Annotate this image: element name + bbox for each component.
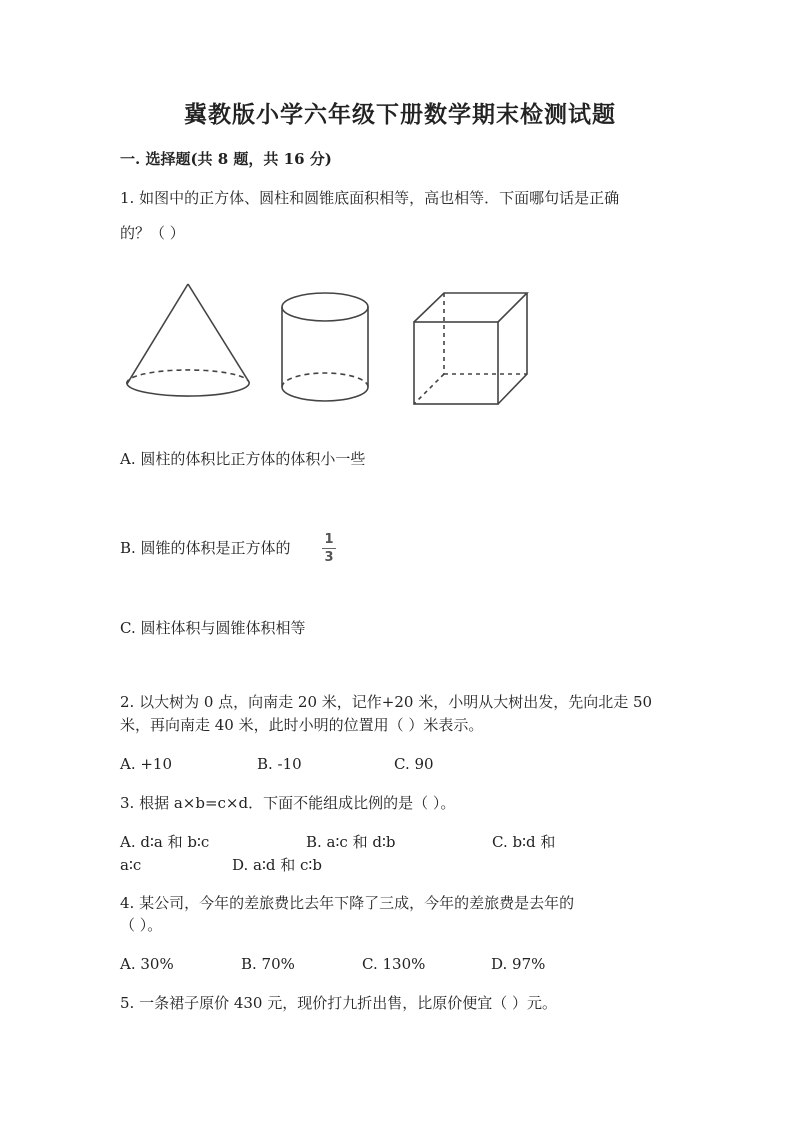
section-heading: 一. 选择题(共 8 题，共 16 分) — [120, 150, 332, 168]
question-2-option-c: C. 90 — [394, 755, 434, 773]
question-2-text-line2: 米，再向南走 40 米，此时小明的位置用（ ）米表示。 — [120, 716, 484, 734]
fraction-denominator: 3 — [324, 550, 334, 565]
question-4-option-c: C. 130% — [362, 955, 426, 973]
question-3-option-b: B. a∶c 和 d∶b — [306, 833, 396, 851]
question-2-option-a: A. +10 — [120, 755, 173, 773]
question-2-option-b: B. -10 — [257, 755, 302, 773]
question-1-option-b: B. 圆锥的体积是正方体的 — [120, 539, 291, 557]
question-4-option-b: B. 70% — [241, 955, 295, 973]
page-title: 冀教版小学六年级下册数学期末检测试题 — [184, 101, 616, 128]
question-4-text-line2: （ ）。 — [120, 916, 163, 934]
cylinder-figure — [282, 293, 368, 401]
cone-figure — [127, 284, 249, 396]
fraction-one-third — [322, 532, 336, 565]
fraction-bar — [322, 548, 336, 549]
question-3-option-c-cont: a∶c — [120, 856, 142, 874]
question-4-text-line1: 4. 某公司，今年的差旅费比去年下降了三成，今年的差旅费是去年的 — [120, 894, 575, 912]
cube-figure — [414, 293, 527, 404]
question-3-text: 3. 根据 a×b=c×d．下面不能组成比例的是（ ）。 — [120, 794, 456, 812]
question-4-option-a: A. 30% — [120, 955, 174, 973]
question-3-option-a: A. d∶a 和 b∶c — [120, 833, 210, 851]
fraction-numerator: 1 — [324, 532, 334, 547]
question-3-option-c: C. b∶d 和 — [492, 833, 556, 851]
question-2-text-line1: 2. 以大树为 0 点，向南走 20 米，记作+20 米，小明从大树出发，先向北走 50 — [120, 693, 653, 711]
question-1-option-a: A. 圆柱的体积比正方体的体积小一些 — [120, 450, 366, 468]
question-1-option-c: C. 圆柱体积与圆锥体积相等 — [120, 619, 306, 637]
question-4-option-d: D. 97% — [491, 955, 546, 973]
question-1-text-line2: 的？（ ） — [120, 224, 185, 242]
question-1-text-line1: 1. 如图中的正方体、圆柱和圆锥底面积相等，高也相等．下面哪句话是正确 — [120, 189, 620, 207]
question-5-text: 5. 一条裙子原价 430 元，现价打九折出售，比原价便宜（ ）元。 — [120, 994, 558, 1012]
question-3-option-d: D. a∶d 和 c∶b — [232, 856, 322, 874]
